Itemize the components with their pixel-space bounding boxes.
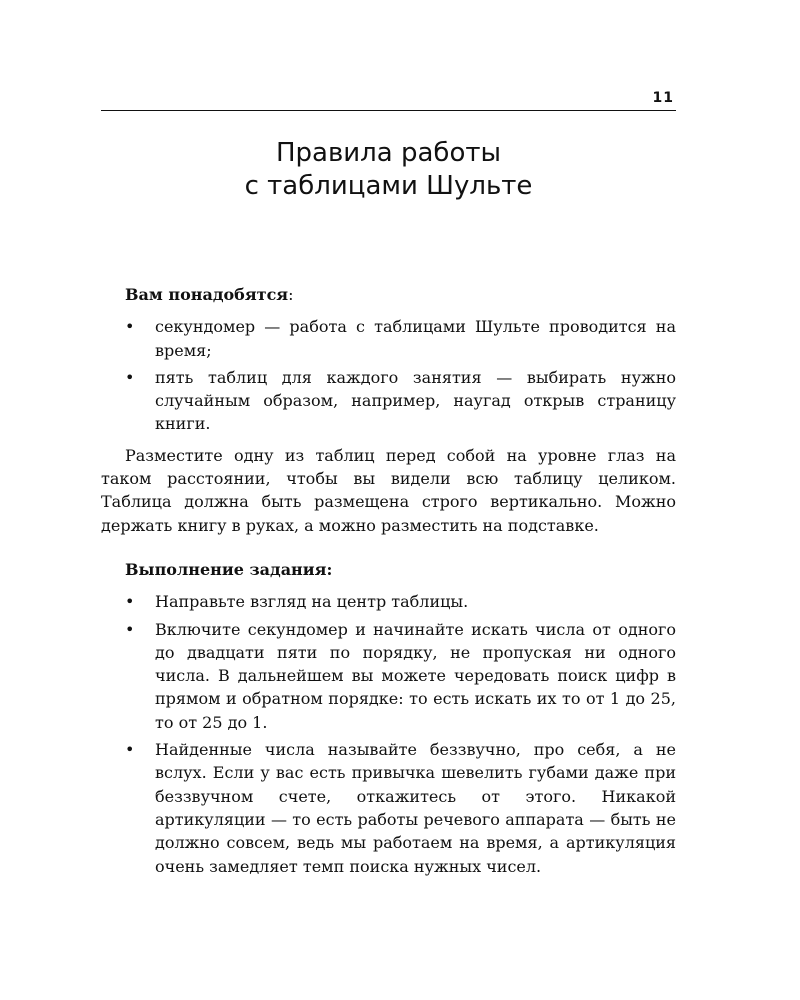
list-item [101, 590, 676, 613]
execution-heading [125, 558, 676, 581]
list-item [101, 618, 676, 734]
list-item-text: Найденные числа называйте беззвучно, про себя, а не вслух. Если у вас есть привычка шевелить губами даже при беззвучном счете, откажитесь от этого. Никакой артикуляции — то есть работы речевого аппарата — быть не должно совсем, ведь мы работаем на время, а артикуляция очень замедляет темп поиска нужных чисел. [155, 740, 676, 876]
page-title [101, 137, 676, 203]
requirements-heading-colon: : [288, 285, 294, 304]
title-line-1: Правила работы [275, 138, 502, 168]
page-content [101, 283, 676, 882]
bullet-icon: • [125, 619, 135, 639]
header-rule [101, 110, 676, 111]
list-item [101, 315, 676, 362]
execution-list [101, 590, 676, 878]
bullet-icon: • [125, 592, 135, 612]
list-item [101, 366, 676, 436]
title-line-2: с таблицами Шульте [244, 171, 533, 201]
bullet-icon: • [125, 367, 135, 387]
requirements-heading [125, 283, 676, 306]
list-item [101, 738, 676, 878]
execution-heading-text: Выполнение задания: [125, 559, 333, 579]
bullet-icon: • [125, 740, 135, 760]
page-number: 11 [652, 90, 674, 106]
bullet-icon: • [125, 317, 135, 337]
requirements-heading-text: Вам понадобятся [125, 285, 289, 304]
placement-paragraph: Разместите одну из таблиц перед собой на уровне глаз на таком расстоянии, чтобы вы видели всю таблицу целиком. Таблица должна быть размещена строго вертикально. Можно держать книгу в руках, а можно разместить на подставке. [101, 445, 676, 535]
list-item-text: секундомер — работа с таблицами Шульте проводится на время; [155, 317, 676, 360]
list-item-text: Включите секундомер и начинайте искать числа от одного до двадцати пяти по порядку, не пропуская ни одного числа. В дальнейшем вы можете чередовать поиск цифр в прямом и обратном порядке: то есть искать их то от 1 до 25, то от 25 до 1. [155, 619, 676, 732]
requirements-list [101, 315, 676, 435]
list-item-text: Направьте взгляд на центр таблицы. [155, 592, 469, 612]
list-item-text: пять таблиц для каждого занятия — выбирать нужно случайным образом, например, наугад открыв страницу книги. [155, 367, 676, 434]
